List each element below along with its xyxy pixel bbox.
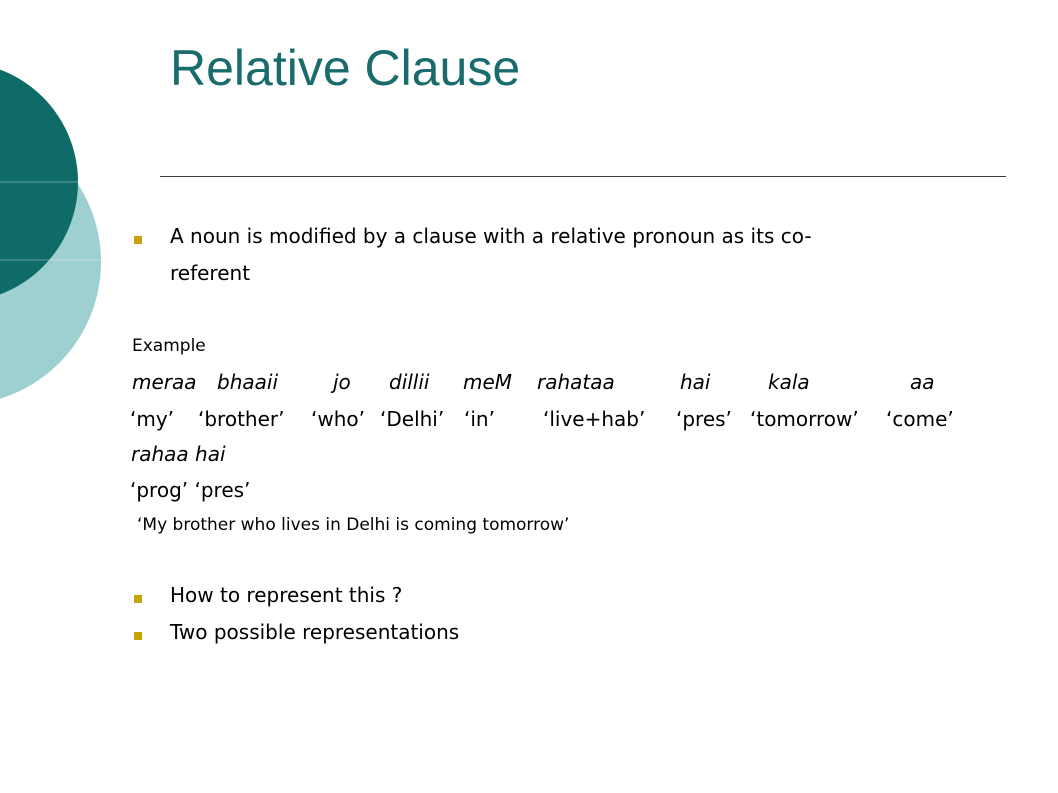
hindi-word: bhaaii	[217, 370, 278, 394]
hindi-line-2: rahaa hai	[131, 442, 226, 466]
gloss-line-1	[0, 401, 1058, 438]
hindi-word: aa	[910, 370, 935, 394]
gloss-word: ‘in’	[464, 407, 495, 431]
bullet-text-3: Two possible representations	[170, 620, 460, 644]
bullet-text-1-line-2: referent	[170, 261, 251, 285]
hindi-word: kala	[768, 370, 810, 394]
slide-title: Relative Clause	[170, 40, 521, 96]
hindi-word: jo	[333, 370, 351, 394]
hindi-word: hai	[680, 370, 711, 394]
bullet-icon	[134, 632, 142, 640]
gloss-word: ‘my’	[130, 407, 175, 431]
hindi-word: dillii	[389, 370, 430, 394]
bullet-text-1-line-1: A noun is modified by a clause with a relative pronoun as its co-	[170, 224, 812, 248]
gloss-word: ‘tomorrow’	[750, 407, 859, 431]
gloss-word: ‘pres’	[676, 407, 732, 431]
bullet-icon	[134, 595, 142, 603]
hindi-word: rahataa	[537, 370, 615, 394]
example-label: Example	[132, 336, 206, 356]
decorative-circles	[0, 0, 110, 420]
hindi-word: meraa	[132, 370, 197, 394]
gloss-line-2: ‘prog’ ‘pres’	[130, 478, 251, 502]
gloss-word: ‘Delhi’	[380, 407, 445, 431]
gloss-word: ‘come’	[886, 407, 954, 431]
title-underline	[160, 176, 1006, 177]
gloss-word: ‘live+hab’	[543, 407, 646, 431]
bullet-icon	[134, 236, 142, 244]
gloss-word: ‘who’	[311, 407, 365, 431]
hindi-word: meM	[463, 370, 513, 394]
bullet-text-2: How to represent this ?	[170, 583, 403, 607]
translation: ‘My brother who lives in Delhi is coming tomorrow’	[137, 515, 570, 535]
hindi-line-1	[0, 364, 1058, 401]
gloss-word: ‘brother’	[198, 407, 285, 431]
